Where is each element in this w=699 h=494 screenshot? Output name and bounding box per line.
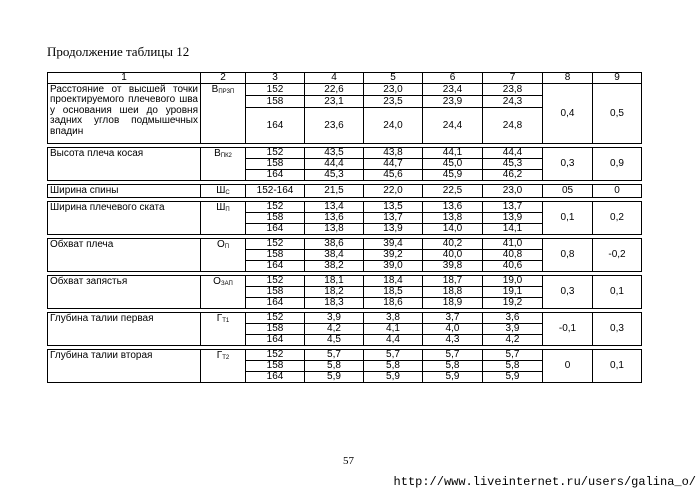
value-cell: 18,7	[423, 276, 483, 287]
coefficient-9: 0	[593, 185, 642, 198]
page-number: 57	[343, 455, 354, 467]
height-cell: 152	[246, 239, 305, 250]
column-header: 9	[593, 73, 642, 84]
symbol-subscript: П	[225, 207, 230, 213]
value-cell: 5,7	[483, 350, 543, 361]
coefficient-9: 0,1	[593, 350, 642, 383]
height-cell: 164	[246, 261, 305, 272]
value-cell: 22,0	[364, 185, 423, 198]
table-row	[48, 350, 642, 361]
height-cell: 164	[246, 170, 305, 181]
value-cell: 18,9	[423, 298, 483, 309]
value-cell: 44,4	[483, 148, 543, 159]
coefficient-9: -0,2	[593, 239, 642, 272]
measurement-name: Ширина плечевого ската	[48, 202, 201, 235]
coefficient-8: -0,1	[543, 313, 593, 346]
height-cell: 158	[246, 324, 305, 335]
symbol-subscript: ПК2	[220, 153, 232, 159]
height-cell: 152	[246, 350, 305, 361]
value-cell: 40,6	[483, 261, 543, 272]
value-cell: 18,2	[305, 287, 364, 298]
value-cell: 4,0	[423, 324, 483, 335]
source-url: http://www.liveinternet.ru/users/galina_o/	[393, 475, 696, 489]
coefficient-8: 0,3	[543, 148, 593, 181]
value-cell: 4,5	[305, 335, 364, 346]
symbol-subscript: Т2	[222, 355, 230, 361]
value-cell: 45,3	[483, 159, 543, 170]
value-cell: 5,9	[305, 372, 364, 383]
value-cell: 45,0	[423, 159, 483, 170]
value-cell: 13,9	[364, 224, 423, 235]
column-header: 3	[246, 73, 305, 84]
value-cell: 44,1	[423, 148, 483, 159]
column-header: 2	[201, 73, 246, 84]
height-cell: 152	[246, 313, 305, 324]
height-cell: 158	[246, 213, 305, 224]
table-caption: Продолжение таблицы 12	[47, 44, 190, 59]
value-cell: 5,7	[423, 350, 483, 361]
value-cell: 3,9	[305, 313, 364, 324]
value-cell: 18,5	[364, 287, 423, 298]
symbol-base: Ш	[216, 185, 226, 196]
value-cell: 3,6	[483, 313, 543, 324]
value-cell: 3,7	[423, 313, 483, 324]
symbol-subscript: Т1	[222, 318, 230, 324]
column-header: 1	[48, 73, 201, 84]
value-cell: 5,7	[305, 350, 364, 361]
value-cell: 23,1	[305, 96, 364, 108]
measurement-name: Расстояние от высшей точки проектируемого плечевого шва у основания шеи до уровня задних углов подмышечных впадин	[48, 84, 201, 144]
coefficient-8: 0,4	[543, 84, 593, 144]
symbol-subscript: С	[225, 190, 230, 196]
value-cell: 18,3	[305, 298, 364, 309]
value-cell: 19,1	[483, 287, 543, 298]
value-cell: 23,8	[483, 84, 543, 96]
value-cell: 24,0	[364, 108, 423, 144]
value-cell: 13,9	[483, 213, 543, 224]
value-cell: 19,2	[483, 298, 543, 309]
table-row	[48, 84, 642, 96]
value-cell: 18,6	[364, 298, 423, 309]
coefficient-9: 0,1	[593, 276, 642, 309]
measurement-symbol	[201, 350, 246, 383]
value-cell: 44,4	[305, 159, 364, 170]
height-cell: 152	[246, 276, 305, 287]
value-cell: 13,6	[423, 202, 483, 213]
value-cell: 21,5	[305, 185, 364, 198]
value-cell: 22,5	[423, 185, 483, 198]
value-cell: 13,7	[483, 202, 543, 213]
value-cell: 22,6	[305, 84, 364, 96]
value-cell: 18,4	[364, 276, 423, 287]
column-header: 5	[364, 73, 423, 84]
value-cell: 23,0	[483, 185, 543, 198]
value-cell: 43,5	[305, 148, 364, 159]
height-cell: 152-164	[246, 185, 305, 198]
measurement-name: Высота плеча косая	[48, 148, 201, 181]
measurement-symbol	[201, 239, 246, 272]
value-cell: 4,1	[364, 324, 423, 335]
value-cell: 13,5	[364, 202, 423, 213]
coefficient-9: 0,9	[593, 148, 642, 181]
value-cell: 4,2	[483, 335, 543, 346]
height-cell: 164	[246, 108, 305, 144]
symbol-base: О	[216, 239, 225, 250]
symbol-subscript: П	[224, 244, 230, 250]
measurement-symbol	[201, 84, 246, 144]
table-row	[48, 276, 642, 287]
coefficient-8: 0	[543, 350, 593, 383]
value-cell: 40,2	[423, 239, 483, 250]
value-cell: 41,0	[483, 239, 543, 250]
symbol-subscript: ПР3П	[218, 89, 235, 95]
value-cell: 45,6	[364, 170, 423, 181]
height-cell: 164	[246, 224, 305, 235]
measurements-table	[47, 72, 642, 383]
coefficient-8: 0,1	[543, 202, 593, 235]
value-cell: 13,4	[305, 202, 364, 213]
value-cell: 19,0	[483, 276, 543, 287]
height-cell: 152	[246, 202, 305, 213]
value-cell: 14,1	[483, 224, 543, 235]
measurement-name: Обхват запястья	[48, 276, 201, 309]
value-cell: 40,0	[423, 250, 483, 261]
value-cell: 24,8	[483, 108, 543, 144]
header-row	[48, 73, 642, 84]
value-cell: 5,8	[305, 361, 364, 372]
height-cell: 158	[246, 96, 305, 108]
value-cell: 38,2	[305, 261, 364, 272]
value-cell: 39,0	[364, 261, 423, 272]
measurement-name: Глубина талии вторая	[48, 350, 201, 383]
column-header: 4	[305, 73, 364, 84]
value-cell: 23,0	[364, 84, 423, 96]
value-cell: 4,2	[305, 324, 364, 335]
symbol-base: В	[211, 84, 219, 95]
table-row	[48, 313, 642, 324]
value-cell: 39,2	[364, 250, 423, 261]
measurement-symbol	[201, 185, 246, 198]
height-cell: 164	[246, 298, 305, 309]
value-cell: 23,9	[423, 96, 483, 108]
table-row	[48, 202, 642, 213]
column-header: 7	[483, 73, 543, 84]
value-cell: 18,1	[305, 276, 364, 287]
measurement-symbol	[201, 313, 246, 346]
value-cell: 40,8	[483, 250, 543, 261]
value-cell: 3,8	[364, 313, 423, 324]
height-cell: 152	[246, 148, 305, 159]
height-cell: 164	[246, 335, 305, 346]
table-row	[48, 185, 642, 198]
value-cell: 14,0	[423, 224, 483, 235]
value-cell: 13,8	[423, 213, 483, 224]
value-cell: 24,4	[423, 108, 483, 144]
measurement-symbol	[201, 148, 246, 181]
value-cell: 18,8	[423, 287, 483, 298]
value-cell: 5,8	[423, 361, 483, 372]
measurement-symbol	[201, 202, 246, 235]
coefficient-9: 0,2	[593, 202, 642, 235]
value-cell: 13,6	[305, 213, 364, 224]
coefficient-8: 0,3	[543, 276, 593, 309]
measurement-name: Обхват плеча	[48, 239, 201, 272]
value-cell: 39,8	[423, 261, 483, 272]
table-row	[48, 239, 642, 250]
table-row	[48, 148, 642, 159]
value-cell: 43,8	[364, 148, 423, 159]
height-cell: 152	[246, 84, 305, 96]
symbol-base: В	[214, 148, 221, 159]
measurement-symbol	[201, 276, 246, 309]
symbol-base: Ш	[216, 202, 226, 213]
value-cell: 13,8	[305, 224, 364, 235]
symbol-base: Г	[216, 313, 223, 324]
symbol-base: Г	[216, 350, 223, 361]
value-cell: 5,9	[364, 372, 423, 383]
value-cell: 4,3	[423, 335, 483, 346]
coefficient-9: 0,3	[593, 313, 642, 346]
height-cell: 158	[246, 159, 305, 170]
measurement-name: Глубина талии первая	[48, 313, 201, 346]
coefficient-9: 0,5	[593, 84, 642, 144]
value-cell: 13,7	[364, 213, 423, 224]
column-header: 8	[543, 73, 593, 84]
value-cell: 46,2	[483, 170, 543, 181]
table-body	[48, 84, 642, 383]
height-cell: 158	[246, 361, 305, 372]
value-cell: 23,5	[364, 96, 423, 108]
value-cell: 5,9	[483, 372, 543, 383]
value-cell: 38,4	[305, 250, 364, 261]
value-cell: 4,4	[364, 335, 423, 346]
coefficient-8: 0,8	[543, 239, 593, 272]
height-cell: 164	[246, 372, 305, 383]
value-cell: 45,9	[423, 170, 483, 181]
value-cell: 5,8	[483, 361, 543, 372]
value-cell: 39,4	[364, 239, 423, 250]
symbol-base: О	[213, 276, 221, 287]
column-header: 6	[423, 73, 483, 84]
value-cell: 38,6	[305, 239, 364, 250]
value-cell: 23,4	[423, 84, 483, 96]
measurement-name: Ширина спины	[48, 185, 201, 198]
symbol-subscript: ЗАП	[220, 281, 233, 287]
value-cell: 5,9	[423, 372, 483, 383]
value-cell: 5,8	[364, 361, 423, 372]
value-cell: 44,7	[364, 159, 423, 170]
height-cell: 158	[246, 250, 305, 261]
value-cell: 3,9	[483, 324, 543, 335]
value-cell: 23,6	[305, 108, 364, 144]
height-cell: 158	[246, 287, 305, 298]
value-cell: 5,7	[364, 350, 423, 361]
coefficient-8: 05	[543, 185, 593, 198]
value-cell: 45,3	[305, 170, 364, 181]
value-cell: 24,3	[483, 96, 543, 108]
